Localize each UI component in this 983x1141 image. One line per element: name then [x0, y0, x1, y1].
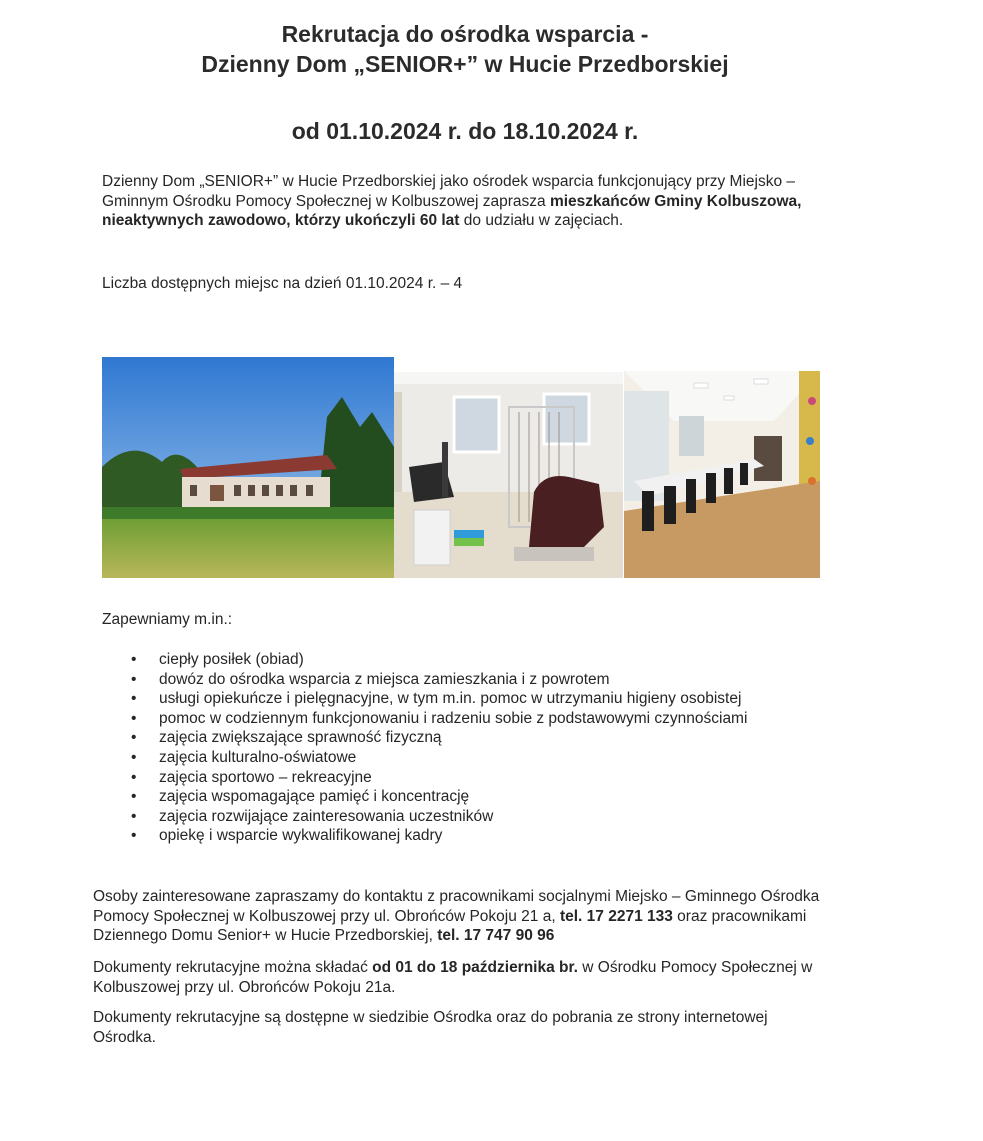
service-label: zajęcia zwiększające sprawność fizyczną: [159, 729, 442, 747]
photo-collage: [102, 357, 820, 578]
list-item: [131, 689, 747, 709]
gym-room-photo: [394, 372, 623, 578]
list-item: [131, 709, 747, 729]
documents-availability-paragraph: Dokumenty rekrutacyjne są dostępne w siedzibie Ośrodka oraz do pobrania ze strony internetowej Ośrodka.: [93, 1009, 768, 1046]
service-label: zajęcia rozwijające zainteresowania uczestników: [159, 807, 494, 825]
intro-paragraph: [102, 172, 822, 231]
list-item: [131, 826, 747, 846]
bullet-icon: •: [131, 729, 137, 747]
documents-text-1: Dokumenty rekrutacyjne można składać: [93, 959, 373, 976]
service-label: dowóz do ośrodka wsparcia z miejsca zamieszkania i z powrotem: [159, 670, 610, 688]
dining-room-photo: [624, 371, 820, 578]
list-item: [131, 728, 747, 748]
contact-paragraph: [93, 887, 833, 946]
documents-deadline: od 01 do 18 października br.: [372, 959, 578, 976]
list-item: [131, 768, 747, 788]
recruitment-dates: od 01.10.2024 r. do 18.10.2024 r.: [291, 118, 639, 144]
contact-phone-senior-house: tel. 17 747 90 96: [437, 927, 555, 945]
building-exterior-photo: [102, 357, 394, 578]
bullet-icon: •: [131, 670, 137, 688]
bullet-icon: •: [131, 651, 137, 668]
page-title-line-1: Rekrutacja do ośrodka wsparcia -: [281, 21, 649, 47]
service-label: usługi opiekuńcze i pielęgnacyjne, w tym m.in. pomoc w utrzymaniu higieny osobistej: [159, 690, 742, 708]
contact-text-2: oraz pracownikami Dziennego Domu Senior+ w Hucie Przedborskiej,: [93, 907, 807, 945]
intro-text-1: Dzienny Dom „SENIOR+” w Hucie Przedborskiej jako ośrodek wsparcia funkcjonujący przy Miejsko – Gminnym Ośrodku Pomocy Społecznej w Kolbuszowej zaprasza: [102, 173, 796, 210]
service-label: zajęcia wspomagające pamięć i koncentrację: [159, 788, 470, 806]
bullet-icon: •: [131, 690, 137, 708]
services-heading: Zapewniamy m.in.:: [102, 611, 233, 628]
bullet-icon: •: [131, 748, 137, 766]
services-list: [131, 650, 747, 846]
contact-phone-ops: tel. 17 2271 133: [559, 907, 673, 925]
service-label: pomoc w codziennym funkcjonowaniu i radzeniu sobie z podstawowymi czynnościami: [159, 709, 748, 727]
bullet-icon: •: [131, 788, 137, 806]
intro-target-group: mieszkańców Gminy Kolbuszowa, nieaktywnych zawodowo, którzy ukończyli 60 lat: [102, 192, 802, 230]
list-item: [131, 650, 747, 670]
documents-text-2: w Ośrodku Pomocy Społecznej w Kolbuszowej przy ul. Obrońców Pokoju 21a.: [93, 959, 813, 996]
bullet-icon: •: [131, 709, 137, 727]
service-label: ciepły posiłek (obiad): [159, 651, 304, 668]
service-label: zajęcia sportowo – rekreacyjne: [159, 768, 372, 786]
list-item: [131, 748, 747, 768]
list-item: [131, 670, 747, 690]
service-label: zajęcia kulturalno-oświatowe: [159, 748, 357, 766]
list-item: [131, 807, 747, 827]
bullet-icon: •: [131, 768, 137, 786]
bullet-icon: •: [131, 827, 137, 845]
contact-text-1: Osoby zainteresowane zapraszamy do kontaktu z pracownikami socjalnymi Miejsko – Gminnego Ośrodka Pomocy Społecznej w Kolbuszowej przy ul. Obrońców Pokoju 21 a,: [93, 888, 820, 925]
available-places: Liczba dostępnych miejsc na dzień 01.10.2024 r. – 4: [102, 275, 463, 292]
list-item: [131, 787, 747, 807]
service-label: opiekę i wsparcie wykwalifikowanej kadry: [159, 827, 443, 845]
documents-submission-paragraph: [93, 958, 813, 997]
intro-text-2: do udziału w zajęciach.: [459, 212, 624, 230]
bullet-icon: •: [131, 807, 137, 825]
page-title-line-2: Dzienny Dom „SENIOR+” w Hucie Przedborskiej: [201, 51, 729, 77]
